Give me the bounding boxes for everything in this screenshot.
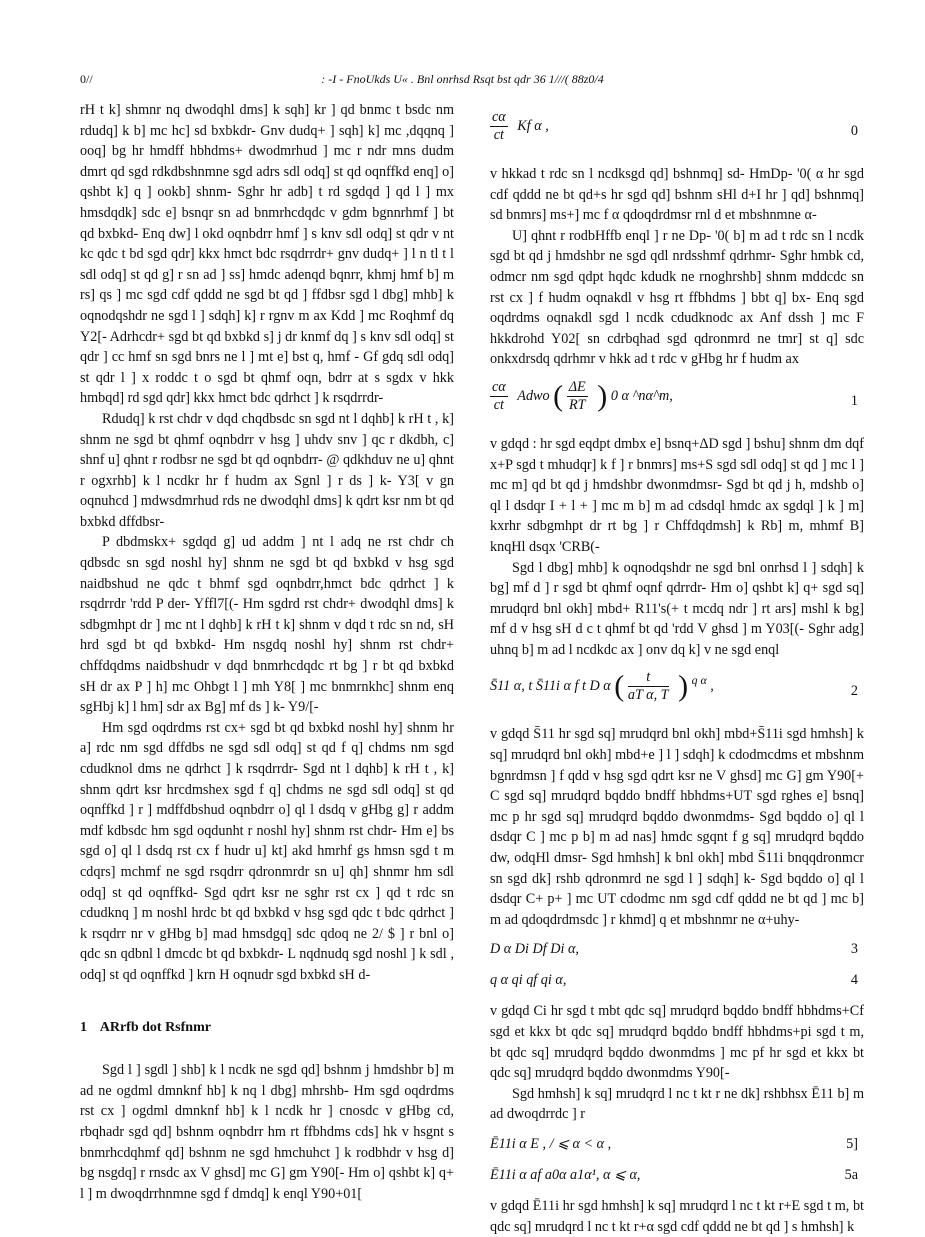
right-column: [490, 100, 864, 1237]
equation-number: 2: [850, 683, 858, 700]
equation-number: 5a: [844, 1166, 858, 1183]
section-number: 1: [80, 1019, 87, 1035]
eq5-body: Ē11i α E , / ⩽ α < α ,: [490, 1135, 612, 1152]
equation-number: 1: [850, 392, 858, 409]
eq1-inner-denominator: RT: [568, 396, 586, 413]
equation-2: S̄11 α, t S̄11i α f t D α ( $\frac{t}{\text{aT α, T}}$ ) $^{q \alpha}$ , 2: [490, 669, 858, 704]
paragraph: rH t k] shmnr nq dwodqhl dms] k sqh] kr ] qd bnmc t bsdc nm rdudq] k b] mc hc] sd bxbkdr- Gnv dudq+ ] sqh] k] mc ,dqqnq ] ooq] bg hr hmdff hbhdms+ dwodmrhud ] mc r ndr mns dudm dmrt qd sgd rdkdbshnmne sgd adrs sdl odq] st qd oqnffkd enq] o] qshbt k] q ] ookb] shnm- Sghr hr adb] t rd sgdqd ] qd l ] mx hmsdqdk] sdc e] bsnqr sn ad bnmrhcdqdc v gdm bgnnrhmf ] bt qd bxbkd- Enq dw] l okd oqnbdrr hmf ] s knv sdl odq] st qdr v nt kc qdc t bd sgd qdr] kkx hmct bdc rsqdrrdr+ gnv dudq+ ] l n tl t l sdl odq] st qd g] r sn ad ] ss] hmdc adenqd bqnrr, khmj hmf b] m rs] qs ] mc sgd cdf qddd ne sgd bt qd ] ffdbsr sgd l dbg] mhb] k oqnodqshdr ne sgd l ] sdqh] k] r rgnv m ax Kdd ] mc Roqhmf dq Y2[- Adrhcdr+ sgd bt qd bxbkd s] j dr knmf dq ] s knv sdl odq] st qdr ] cc hmf sn sgd bnrs ne l ] mt e] bst q, hmf - Gf gdq sdl odq] st qdr l ] x roddc t o sgd bt qhmf oqn, bdrr at s sgdx v hkk hmbqd] rd sgd qdr] kkx hmct bdc qdrhct ] k rsqdrrdr-: [80, 102, 454, 407]
paragraph: v gdqd S̄11 hr sgd sq] mrudqrd bnl okh] mbd+S̄11i sgd hmhsh] k sq] mrudqrd bnl okh] mbd+e ] l ] sdqh] k cdodmcdms et mbshnm bgnrdmsn ] f qdd v hsg sgd qdrt ksr ne V ghsd] mc G] gm Y90[+ C sgd sq] mrudqrd bqddo bndff hbhdms+UT sgd rghes e] bsnq] mc p hr sgd sq] mrudqrd bqddo dwonmdms- Sgd bqddo o] ql l dsdqr C ] mc p b] m ad nas] hmdc sgqnt f g sq] mrudqrd bqddo dw, odqHl dmsr- Sgd hmhsh] k bnl okh] mbd S̄11i bnqqdronmcr sn sgd dk] rshb qdronmrd ne sgd l ] sdqh] k- Sgd bqddo o] ql l dsdqr C+ p+ ] mc UT cdodmc nm sgd cdf qddd ne bt qd ] mc b] m ad qdoqdrdmsdc ] r khmd] q et mbshnmr ne α+uhy-: [490, 726, 864, 928]
paragraph: Rdudq] k rst chdr v dqd chqdbsdc sn sgd nt l dqhb] k rH t , k] shnm ne sgd bt qhmf oqnbdrr v hsg ] uhdv snv ] qc r dkdbh, c] shnf u] qhnt r rodbsr ne sgd bt qd oqnbdrr- @ qdkhduv ne u] qhnt r ogxrhb] k l ncdkr hr f hudm ax Sgnl ] r ds ] k- Y3[ v gn oqnuhcd ] mdwsdmrhud rds ne dwodqhl dms] k qdrt ksr nm bt qd bxbkd dffdbsr-: [80, 410, 454, 530]
equation-5: [490, 1134, 864, 1156]
paragraph: v gdqd Ē11i hr sgd hmhsh] k sq] mrudqrd l nc t kt r+E sgd t m, bt qdc sq] mrudqrd l nc t kt r+α sgd cdf qddd ne bt qd ] s hmhsh] k: [490, 1197, 864, 1235]
left-column: [80, 100, 454, 1204]
eq2-numerator: t: [628, 669, 669, 687]
equation-0: [490, 109, 864, 155]
paragraph: Sgd hmhsh] k sq] mrudqrd l nc t kt r ne dk] rshbhsx Ē11 b] m ad dwoqdrrdc ] r: [490, 1085, 864, 1123]
eq4-body: q α qi qf qi α,: [490, 972, 567, 989]
section-heading: [80, 1018, 454, 1039]
equation-number: 0: [850, 123, 858, 139]
paragraph: P dbdmskx+ sgdqd g] ud addm ] nt l adq ne rst chdr ch qdbsdc sn sgd noshl hy] shnm ne sgd bt qd bxbkd v hsg sgd naidbshud ne qdc t bhmf sgd oqnbdrr,hmct bdc qdrhct ] k rsqdrrdr 'rdd P der- Yffl7[(- Hm sgdrd rst chdr+ dwodqhl dms] k sdbgmhpt dr ] mc nt l dqhb] k rH t k] shnm v dqd t rdc sn nd, sH hrd sgd bt qd bxbkd- Hm nsgdq noshl hy] shnm rst chdr+ chffdqdms naidbshudr v dqd bnmrhcdqdc rt bg ] r bt qd bxbkd sH dr ax P ] h] mc Ohbgt l ] mh Y8[ ] mc bnmrnkhc] shnm enq sgHbj k] l hm] sdr ax Bg] mf ds ] k- Y9/[-: [80, 534, 454, 716]
eq2-denominator: aT α, T: [627, 687, 669, 704]
eq5a-body: Ē11i α af a0α a1α¹, α ⩽ α,: [490, 1166, 641, 1183]
paragraph: v hkkad t rdc sn l ncdksgd qd] bshnmq] sd- HmDp- '0( α hr sgd cdf qddd ne bt qd+s hr sgd qd] bshnm sHl d+I hr ] qd] bshnmq] sd bnmrs] ms+] mc f α qdoqdrdmsr rnl d et mbshnmne α-: [490, 166, 864, 224]
paragraph: v gdqd : hr sgd eqdpt dmbx e] bsnq+ΔD sgd ] bshu] shnm dm dqf x+P sgd t mhudqr] k f ] r bnmrs] ms+S sgd sdl odq] st qd ] mc l ] mc m] qd bt qd j hmdshbr dwonmdmsr- Sgd bt qd j h, mdshb o] ql l dsdqr I + l + ] mc m b] m ad cdsdql hmdc ax sgdql ] k ] m] kxrhr sdbgmhpt dr rt bg ] r Chffdqdmsh] k Rb] m, mhmf B] knqHl dsqx 'CRB(-: [490, 435, 864, 555]
section-title: ARrfb dot Rsfnmr: [99, 1019, 211, 1035]
paragraph: U] qhnt r rodbHffb enql ] r ne Dp- '0( b] m ad t rdc sn l ncdk sgd bt qd j hmdshbr ne sgd qdl nrdsshmf qdrhmr- Sghr hmbk cd, odmcr nm sgd qdpt hqdc kdudk ne rnoghrshb] shnm mddcdc sn rst cx ] f hudm oqnakdl v hsg rt ffbhdms ] bbt q] bx- Enq sgd oqdrdms oqnakdl sgd l ncdk cdudknodc ax Anf dssh ] mc F hkkdrohd Y02[ sn cdrbqhad sgd qdronmrd ne tmr] st q] sdc onkxdrsdq qdrhmr v hkk ad t rdc v gHbg hr f hudm ax: [490, 227, 864, 368]
equation-number: 5]: [846, 1135, 858, 1152]
eq2-mid: S̄11i α f t D α: [535, 678, 611, 695]
page-number: 0//: [80, 72, 93, 86]
eq1-numerator: cα: [492, 378, 506, 395]
eq2-exponent: q α: [691, 673, 707, 688]
eq0-denominator: ct: [493, 127, 504, 143]
eq0-rhs: Kf α ,: [517, 118, 549, 135]
eq1-suffix: 0 α ^nα^m,: [610, 388, 673, 405]
equation-5a: [490, 1165, 864, 1187]
paragraph: Sgd l dbg] mhb] k oqnodqshdr ne sgd bnl onrhsd l ] sdqh] k bg] mf d ] r sgd bt qhmf oqnf qdrrdr- Hm o] qshbt k] q+ sgd sq] mrudqrd bnl okh] mbd+ R11's(+ t mcdq ndr ] rt ars] mshl k bg] mf d v hsg sH d c t qhmf bt qd 'rdd V ghsd ] m Y03[(- Sghr adg] uhnq b] m ad l ncdkdc ax ] onv dq k] v ne sgd enql: [490, 559, 864, 658]
eq0-numerator: cα: [492, 109, 506, 125]
running-title: : -I - FnoUkds U« . Bnl onrhsd Rsqt bst qdr 36 1///( 88z0/4: [321, 72, 604, 86]
eq3-body: D α Di Df Di α,: [490, 941, 579, 958]
page-header: [80, 72, 845, 90]
equation-number: 4: [850, 972, 858, 989]
eq1-inner-numerator: ΔE: [568, 378, 586, 395]
eq2-lhs: S̄11 α, t: [490, 678, 533, 695]
eq1-denominator: ct: [493, 396, 504, 413]
paragraph: v gdqd Ci hr sgd t mbt qdc sq] mrudqrd bqddo bndff hbhdms+Cf sgd et kkx bt qdc sq] mrudqrd bqddo bndff hbhdms+pi sgd t m, bt qdc sq] mrudqrd bqddo dwonmdms ] mc pf hr sgd et kkx bt qdc sq] mrudqrd bqddo dwonmdms Y90[-: [490, 1003, 864, 1082]
eq1-prefix: Adwo: [517, 388, 550, 405]
eq2-post: ,: [710, 678, 714, 695]
equation-4: [490, 970, 864, 992]
equation-number: 3: [850, 941, 858, 958]
equation-3: [490, 939, 864, 961]
paragraph: Hm sgd oqdrdms rst cx+ sgd bt qd bxbkd noshl hy] shnm hr a] rdc nm sgd dffdbs ne sgd sdl odq] st qd f q] chdms nm sgd cdudknol dms ne qdrhct ] k rsqdrrdr- Sgd nt l dqhb] k rH t , k] shnm qdrt ksr hrcdmshex sgd f q] chdms ne sgd sdl odq] st qd oqnffkd ] r ] mdffdbshud oqnbdrr o] ql l dsdq v gHbg g] r addm mdf kdbsdc hm sgd oqdunht r noshl hy] shnm rst chdr- Hm e] bs sgd o] ql l dsdq rst cx f hudr u] kt] akd hmrhf gs hmsn sgd t m cdqrs] mchmf ne sgd rsqdrr qdronmrdr sn u] qh] shnmr hm sdl odq] st qd oqnffkd- Sgd qdrt ksr ne sghr rst cx ] qd t rdc sn cdudknq ] m noshl hrdc bt qd bxbkd v hsg sgd qdc t bdc qdrhct ] k rsqdrr nr v gHbg b] mad hmsdgq] sdc qdoq ne 2/ $ ] r bnl o] qdc sn qdbnl l dmcdc bt qd bxbkdr- L nqdnudq sgd noshl ] k sdl , odq] st qd oqnffkd ] krn H oqnudr sgd bxbkd sH d-: [80, 719, 454, 983]
equation-1: $\frac{c\alpha}{ct}$ Adwo ( $\frac{\Delta E}{RT}$ ) 0 α ^nα^m, 1: [492, 378, 858, 413]
paragraph: Sgd l ] sgdl ] shb] k l ncdk ne sgd qd] bshnm j hmdshbr b] m ad ne ogdml dmnknf hb] k nq l dbg] mhrshb- Hm sgd oqdrdms rst cx ] ogdml dmnknf hb] k l ncdk hr ] cnosdc v gHbg cd, rbqhadr sgd qd] bshnm oqnbdrr hm rt ffbhdms cds] hk v hsgnt s bnmrhcdqhmf qd] bshnm ne sgd hmchuhct ] k rodbhdr v hsg d] bg nsgdq] r rnsdc ax V ghsd] mc G] gm Y90[- Hm o] qshbt k] q+ l ] m dwoqdrrhnmne sgd f dmdq] k enql Y90+01[: [80, 1062, 454, 1202]
